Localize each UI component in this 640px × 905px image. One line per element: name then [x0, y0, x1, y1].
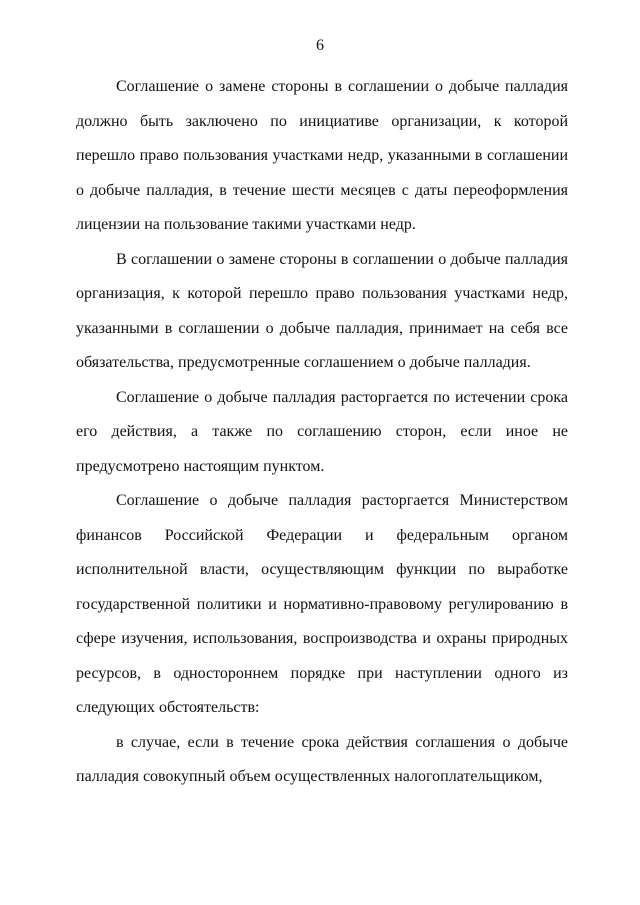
paragraph-3: Соглашение о добыче палладия расторгается по истечении срока его действия, а также по соглашению сторон, если иное не предусмотрено настоящим пунктом.	[76, 388, 568, 475]
paragraph-1: Соглашение о замене стороны в соглашении о добыче палладия должно быть заключено по инициативе организации, к которой перешло право пользования участками недр, указанными в соглашении о добыче палладия, в течение шести месяцев с даты переоформления лицензии на пользование такими участками недр.	[76, 78, 568, 233]
paragraph-5: в случае, если в течение срока действия соглашения о добыче палладия совокупный объем осуществленных налогоплательщиком,	[76, 733, 568, 785]
document-body	[76, 70, 568, 795]
paragraph-2: В соглашении о замене стороны в соглашении о добыче палладия организация, к которой перешло право пользования участками недр, указанными в соглашении о добыче палладия, принимает на себя все обязательства, предусмотренные соглашением о добыче палладия.	[76, 250, 568, 371]
paragraph-4: Соглашение о добыче палладия расторгается Министерством финансов Российской Федерации и федеральным органом исполнительной власти, осуществляющим функции по выработке государственной политики и нормативно-правовому регулированию в сфере изучения, использования, воспроизводства и охраны природных ресурсов, в одностороннем порядке при наступлении одного из следующих обстоятельств:	[76, 492, 568, 716]
page-number: 6	[316, 37, 324, 54]
